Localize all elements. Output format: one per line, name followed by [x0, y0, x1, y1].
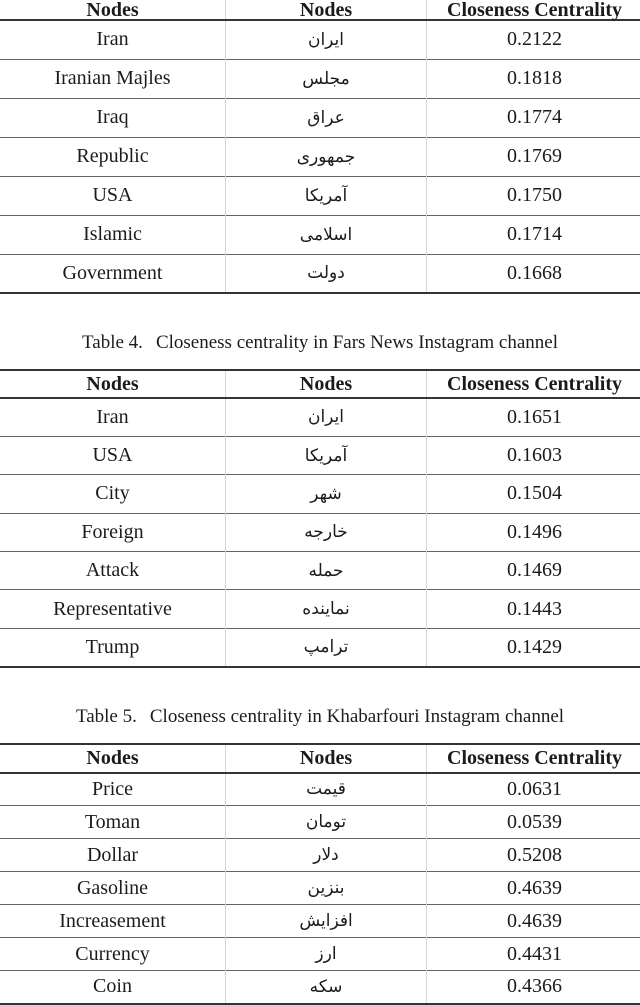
column-header-nodes-fa: Nodes	[226, 370, 427, 398]
centrality-value-cell: 0.4639	[427, 905, 640, 938]
fars-news-centrality-table	[0, 369, 640, 668]
node-fa-cell: عراق	[226, 98, 427, 137]
centrality-value-cell: 0.1496	[427, 513, 640, 551]
table-row	[0, 773, 640, 806]
table-row	[0, 475, 640, 513]
table-row	[0, 20, 640, 59]
node-en-cell: Currency	[0, 938, 226, 971]
table-row	[0, 905, 640, 938]
table-row	[0, 938, 640, 971]
table-row	[0, 254, 640, 293]
node-en-cell: USA	[0, 436, 226, 474]
centrality-value-cell: 0.1603	[427, 436, 640, 474]
table-row	[0, 176, 640, 215]
node-en-cell: Iran	[0, 398, 226, 436]
khabarfouri-centrality-table	[0, 743, 640, 1005]
node-fa-cell: مجلس	[226, 59, 427, 98]
node-fa-cell: افزایش	[226, 905, 427, 938]
node-en-cell: Trump	[0, 628, 226, 666]
node-fa-cell: خارجه	[226, 513, 427, 551]
centrality-value-cell: 0.5208	[427, 839, 640, 872]
table-row	[0, 806, 640, 839]
centrality-value-cell: 0.0631	[427, 773, 640, 806]
node-fa-cell: آمریکا	[226, 436, 427, 474]
centrality-value-cell: 0.4431	[427, 938, 640, 971]
table4-caption-label: Table 4.	[82, 332, 143, 353]
centrality-value-cell: 0.1668	[427, 254, 640, 293]
centrality-value-cell: 0.1504	[427, 475, 640, 513]
centrality-value-cell: 0.1651	[427, 398, 640, 436]
table-row	[0, 215, 640, 254]
node-en-cell: Islamic	[0, 215, 226, 254]
table5-caption	[0, 707, 640, 726]
node-fa-cell: ایران	[226, 20, 427, 59]
centrality-value-cell: 0.1750	[427, 176, 640, 215]
node-fa-cell: اسلامی	[226, 215, 427, 254]
table-row	[0, 513, 640, 551]
centrality-value-cell: 0.1769	[427, 137, 640, 176]
node-fa-cell: دلار	[226, 839, 427, 872]
header-row	[0, 0, 640, 20]
node-fa-cell: ارز	[226, 938, 427, 971]
table4-caption-text: Closeness centrality in Fars News Instagram channel	[156, 332, 558, 353]
node-en-cell: Increasement	[0, 905, 226, 938]
table-row	[0, 590, 640, 628]
centrality-value-cell: 0.1443	[427, 590, 640, 628]
column-header-nodes-fa: Nodes	[226, 0, 427, 20]
centrality-table-top-cropped	[0, 0, 640, 294]
column-header-nodes-en: Nodes	[0, 744, 226, 773]
node-en-cell: Iranian Majles	[0, 59, 226, 98]
node-fa-cell: قیمت	[226, 773, 427, 806]
table-row	[0, 552, 640, 590]
table-row	[0, 398, 640, 436]
node-en-cell: Foreign	[0, 513, 226, 551]
node-en-cell: Government	[0, 254, 226, 293]
node-fa-cell: حمله	[226, 552, 427, 590]
node-fa-cell: تومان	[226, 806, 427, 839]
node-en-cell: Dollar	[0, 839, 226, 872]
node-en-cell: Attack	[0, 552, 226, 590]
node-fa-cell: نماینده	[226, 590, 427, 628]
table5-caption-label: Table 5.	[76, 706, 137, 727]
node-fa-cell: ترامپ	[226, 628, 427, 666]
centrality-value-cell: 0.0539	[427, 806, 640, 839]
node-en-cell: Price	[0, 773, 226, 806]
node-fa-cell: ایران	[226, 398, 427, 436]
table4-caption	[0, 333, 640, 352]
column-header-nodes-en: Nodes	[0, 370, 226, 398]
column-header-centrality: Closeness Centrality	[427, 744, 640, 773]
table-row	[0, 628, 640, 666]
centrality-value-cell: 0.1818	[427, 59, 640, 98]
node-en-cell: Toman	[0, 806, 226, 839]
column-header-centrality: Closeness Centrality	[427, 370, 640, 398]
node-en-cell: Gasoline	[0, 872, 226, 905]
table5-caption-text: Closeness centrality in Khabarfouri Instagram channel	[150, 706, 564, 727]
centrality-value-cell: 0.4639	[427, 872, 640, 905]
table-row	[0, 137, 640, 176]
centrality-value-cell: 0.1469	[427, 552, 640, 590]
column-header-nodes-en: Nodes	[0, 0, 226, 20]
node-fa-cell: بنزین	[226, 872, 427, 905]
centrality-value-cell: 0.1714	[427, 215, 640, 254]
column-header-nodes-fa: Nodes	[226, 744, 427, 773]
node-fa-cell: جمهوری	[226, 137, 427, 176]
node-en-cell: Iraq	[0, 98, 226, 137]
header-row	[0, 370, 640, 398]
node-fa-cell: سکه	[226, 971, 427, 1004]
centrality-value-cell: 0.1774	[427, 98, 640, 137]
node-en-cell: Representative	[0, 590, 226, 628]
node-en-cell: Coin	[0, 971, 226, 1004]
node-en-cell: USA	[0, 176, 226, 215]
node-fa-cell: شهر	[226, 475, 427, 513]
centrality-value-cell: 0.1429	[427, 628, 640, 666]
column-header-centrality: Closeness Centrality	[427, 0, 640, 20]
centrality-value-cell: 0.2122	[427, 20, 640, 59]
node-en-cell: Republic	[0, 137, 226, 176]
centrality-value-cell: 0.4366	[427, 971, 640, 1004]
table-row	[0, 872, 640, 905]
node-en-cell: Iran	[0, 20, 226, 59]
header-row	[0, 744, 640, 773]
node-en-cell: City	[0, 475, 226, 513]
node-fa-cell: آمریکا	[226, 176, 427, 215]
table-row	[0, 436, 640, 474]
table-row	[0, 98, 640, 137]
node-fa-cell: دولت	[226, 254, 427, 293]
table-row	[0, 839, 640, 872]
table-row	[0, 59, 640, 98]
table-row	[0, 971, 640, 1004]
